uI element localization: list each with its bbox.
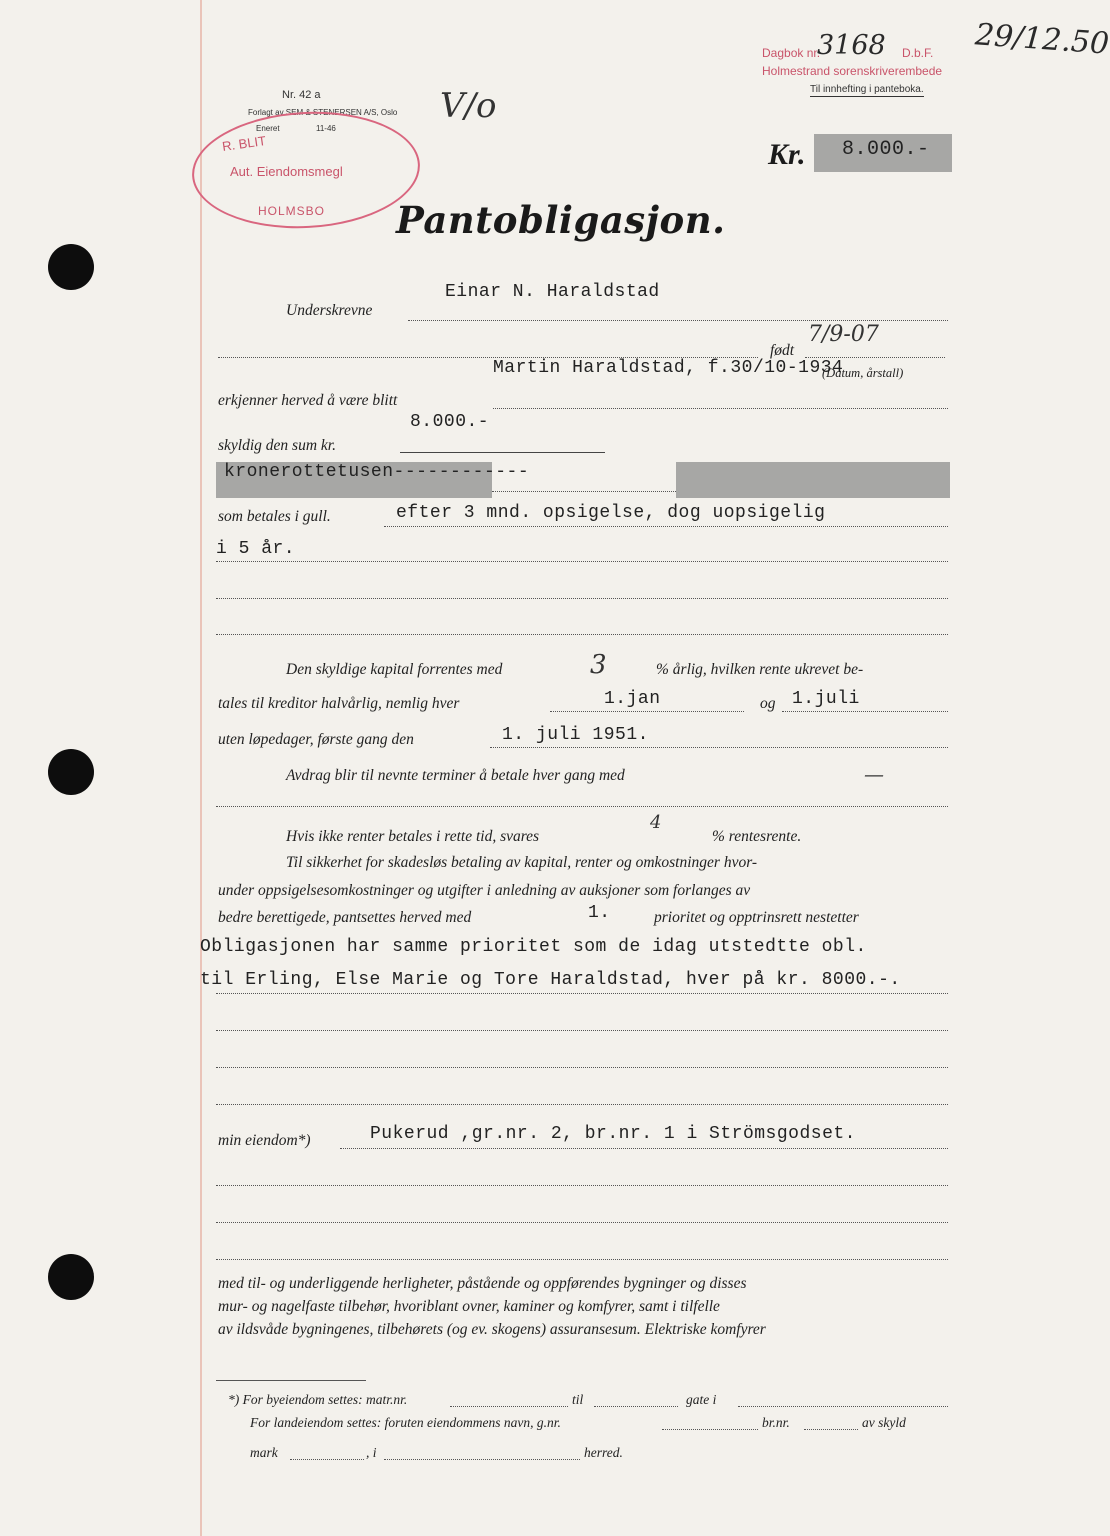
creditor-name: Martin Haraldstad, f.30/10-1934 xyxy=(493,358,844,378)
acknowledge-label: erkjenner herved å være blitt xyxy=(218,392,398,409)
security-line-a xyxy=(216,993,948,994)
interest-date1-line xyxy=(550,711,744,712)
margin-line xyxy=(200,0,202,1536)
property-line-3 xyxy=(216,1222,948,1223)
security-line3-prefix: bedre berettigede, pantsettes herved med xyxy=(218,909,472,926)
security-typed-2: til Erling, Else Marie og Tore Haraldstad, hver på kr. 8000.-. xyxy=(200,970,901,990)
interest-line1-prefix: Den skyldige kapital forrentes med xyxy=(286,661,503,678)
penalty-prefix: Hvis ikke renter betales i rette tid, svares xyxy=(286,828,540,845)
amount-label: Kr. xyxy=(768,138,806,171)
registry-office: Holmestrand sorenskriverembede xyxy=(762,64,943,78)
footnote-1a: *) For byeiendom settes: matr.nr. xyxy=(228,1392,408,1407)
document-title: Pantobligasjon. xyxy=(396,198,726,242)
appurtenances-line3: av ildsvåde bygningenes, tilbehørets (og ev. skogens) assuransesum. Elektriske komfyrer xyxy=(218,1321,766,1338)
footnote-2a-line xyxy=(662,1429,758,1430)
agent-stamp-line3: HOLMSBO xyxy=(258,204,326,218)
punch-hole-middle xyxy=(48,749,94,795)
installment-text: Avdrag blir til nevnte terminer å betale hver gang med xyxy=(286,767,625,784)
agent-stamp-line2: Aut. Eiendomsmegl xyxy=(230,164,343,179)
registry-date: 29/12.50 xyxy=(973,17,1110,62)
sum-words: kronerottetusen------------ xyxy=(224,462,530,482)
appurtenances-line1: med til- og underliggende herligheter, påstående og oppførendes bygninger og disses xyxy=(218,1275,747,1292)
punch-hole-top xyxy=(48,244,94,290)
interest-line3-prefix: uten løpedager, første gang den xyxy=(218,731,414,748)
security-priority: 1. xyxy=(588,903,611,923)
form-number: Nr. 42 a xyxy=(282,89,321,101)
footnote-1c: gate i xyxy=(686,1392,717,1407)
sum-label: skyldig den sum kr. xyxy=(218,437,336,454)
sum-words-shade-right xyxy=(676,462,950,498)
footnote-1b-line xyxy=(594,1406,678,1407)
interest-date1: 1.jan xyxy=(604,689,661,709)
dagbok-label: Dagbok nr. xyxy=(762,46,821,60)
property-value: Pukerud ,gr.nr. 2, br.nr. 1 i Strömsgodset. xyxy=(370,1124,856,1144)
interest-first-line xyxy=(490,747,948,748)
handwritten-initials: V/o xyxy=(440,86,497,126)
dagbok-number: 3168 xyxy=(817,30,886,61)
payment-line-4 xyxy=(216,634,948,635)
debtor-label: Underskrevne xyxy=(286,302,373,319)
security-line3-suffix: prioritet og opptrinsrett nestetter xyxy=(654,909,859,926)
footnote-1a-line xyxy=(450,1406,568,1407)
debtor-line xyxy=(408,320,948,321)
punch-hole-bottom xyxy=(48,1254,94,1300)
form-date: 11-46 xyxy=(316,124,336,133)
security-line-c xyxy=(216,1067,948,1068)
penalty-suffix: % rentesrente. xyxy=(712,828,802,845)
sum-value: 8.000.- xyxy=(410,412,490,432)
security-line2: under oppsigelsesomkostninger og utgifter i anledning av auksjoner som forlanges av xyxy=(218,882,751,899)
property-label: min eiendom*) xyxy=(218,1132,311,1149)
dbf-label: D.b.F. xyxy=(902,46,934,60)
payment-line-2 xyxy=(216,561,948,562)
interest-line2-prefix: tales til kreditor halvårlig, nemlig hver xyxy=(218,695,460,712)
born-label: født xyxy=(770,342,795,359)
property-line xyxy=(340,1148,948,1149)
interest-rate: 3 xyxy=(590,650,607,680)
footnote-1c-line xyxy=(738,1406,948,1407)
footnote-1b: til xyxy=(572,1392,584,1407)
amount-value: 8.000.- xyxy=(842,138,930,161)
footnote-3a-line xyxy=(290,1459,364,1460)
interest-and: og xyxy=(760,695,776,712)
appurtenances-line2: mur- og nagelfaste tilbehør, hvoriblant ovner, kaminer og komfyrer, samt i tilfelle xyxy=(218,1298,720,1315)
footnote-2b-line xyxy=(804,1429,858,1430)
security-line-d xyxy=(216,1104,948,1105)
eneret-label: Eneret xyxy=(256,124,280,133)
debtor-name: Einar N. Haraldstad xyxy=(445,282,660,302)
footnote-3c: herred. xyxy=(584,1445,623,1460)
interest-line1-suffix: % årlig, hvilken rente ukrevet be- xyxy=(656,661,864,678)
payment-terms-2: i 5 år. xyxy=(216,539,296,559)
payment-label: som betales i gull. xyxy=(218,508,331,525)
sum-line xyxy=(400,452,605,453)
footnote-3b-line xyxy=(384,1459,580,1460)
interest-date2-line xyxy=(782,711,948,712)
property-line-2 xyxy=(216,1185,948,1186)
creditor-line xyxy=(493,408,948,409)
footnote-2c: av skyld xyxy=(862,1415,906,1430)
installment-line xyxy=(216,806,948,807)
date-hint: (Datum, årstall) xyxy=(822,366,904,380)
security-line-b xyxy=(216,1030,948,1031)
footnote-3a: mark xyxy=(250,1445,278,1460)
property-line-4 xyxy=(216,1259,948,1260)
footnote-2b: br.nr. xyxy=(762,1415,790,1430)
payment-line-1 xyxy=(384,526,948,527)
security-typed-1: Obligasjonen har samme prioritet som de idag utstedtte obl. xyxy=(200,937,867,957)
interest-first-date: 1. juli 1951. xyxy=(502,725,649,745)
sum-words-line xyxy=(492,491,676,492)
footnote-rule xyxy=(216,1380,366,1381)
payment-line-3 xyxy=(216,598,948,599)
registry-note: Til innhefting i panteboka. xyxy=(810,84,924,95)
publisher-line: Forlagt av SEM & STENERSEN A/S, Oslo xyxy=(248,108,398,117)
interest-date2: 1.juli xyxy=(792,689,860,709)
security-line1: Til sikkerhet for skadesløs betaling av kapital, renter og omkostninger hvor- xyxy=(286,854,758,871)
installment-value: — xyxy=(864,762,884,786)
footnote-3b: , i xyxy=(366,1445,377,1460)
penalty-rate: 4 xyxy=(650,812,662,833)
footnote-2a: For landeiendom settes: foruten eiendommens navn, g.nr. xyxy=(250,1415,561,1430)
born-value: 7/9-07 xyxy=(808,322,879,347)
payment-terms-1: efter 3 mnd. opsigelse, dog uopsigelig xyxy=(396,503,826,523)
agent-stamp-line1: R. BLIT xyxy=(221,133,267,154)
